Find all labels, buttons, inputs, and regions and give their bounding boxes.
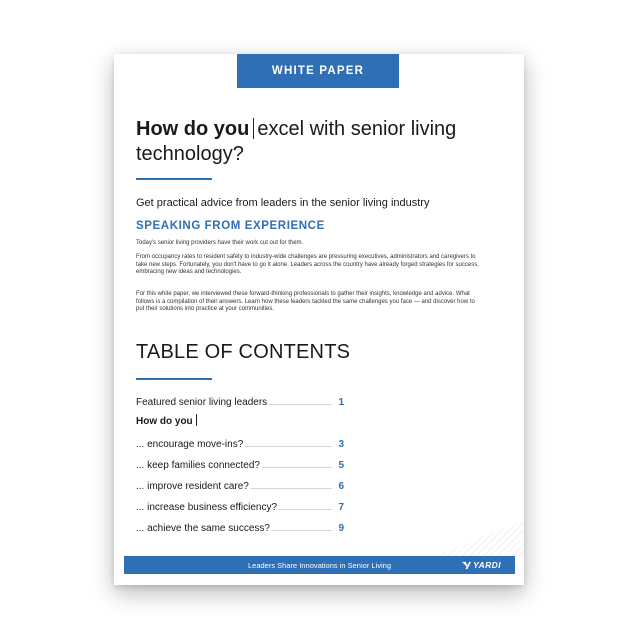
toc-cursor-divider (196, 414, 197, 426)
page-title (136, 117, 506, 167)
toc-entry[interactable] (136, 392, 344, 408)
title-cursor-divider (253, 118, 254, 139)
toc-entry[interactable] (136, 497, 344, 513)
yardi-logo (462, 556, 501, 574)
footer-tagline: Leaders Share Innovations in Senior Living (247, 560, 391, 570)
toc-page-number: 3 (338, 439, 344, 450)
toc-leader-line (272, 529, 332, 531)
toc-entry-label: ... increase business efficiency? (136, 502, 278, 513)
toc-entry-label: ... achieve the same success? (136, 523, 270, 534)
toc-entry[interactable] (136, 476, 344, 492)
toc-entry[interactable] (136, 518, 344, 534)
toc-page-number: 6 (338, 481, 344, 492)
title-bold: How do you (136, 118, 250, 140)
toc-underline (136, 378, 212, 380)
subtitle: Get practical advice from leaders in the senior living industry (136, 197, 430, 209)
toc-entry-label: ... improve resident care? (136, 481, 249, 492)
toc-entry[interactable] (136, 434, 344, 450)
toc-leader-line (262, 466, 332, 468)
section-heading: SPEAKING FROM EXPERIENCE (136, 220, 325, 232)
yardi-logo-icon (462, 561, 471, 570)
toc-page-number: 1 (338, 397, 344, 408)
toc-page-number: 9 (338, 523, 344, 534)
toc-page-number: 5 (338, 460, 344, 471)
intro-paragraph-2: From occupancy rates to resident safety to industry-wide challenges are pressuring executives, administrators and caregivers to take new steps. Fortunately, you don't have to go it alone. Leaders across the country have already forged strategies for success, embracing new ideas and technologies. (136, 254, 479, 276)
intro-paragraph-3: For this white paper, we interviewed these forward-thinking professionals to gather their insights, knowledge and advice. What follows is a compilation of their answers. Learn how these leaders tackled the same challenges you face — and discover how to put their solutions into practice at your communities. (136, 291, 475, 313)
title-rest: excel with senior living technology? (136, 118, 457, 165)
toc-title: TABLE OF CONTENTS (136, 341, 351, 363)
toc-page-number: 7 (338, 502, 344, 513)
toc-entry-label: ... keep families connected? (136, 460, 260, 471)
intro-paragraph-1: Today's senior living providers have their work cut out for them. (136, 240, 304, 246)
toc-leader-line (251, 487, 333, 489)
toc-entry-label: Featured senior living leaders (136, 397, 268, 408)
decorative-hatch-pattern (434, 520, 524, 556)
toc-subheading-text: How do you (136, 416, 193, 427)
toc-subheading (136, 414, 200, 427)
toc-leader-line (269, 403, 332, 405)
toc-leader-line (245, 445, 332, 447)
title-underline (136, 178, 212, 180)
toc-leader-line (279, 508, 332, 510)
toc-entry[interactable] (136, 455, 344, 471)
toc-entry-label: ... encourage move-ins? (136, 439, 244, 450)
white-paper-banner: WHITE PAPER (237, 54, 399, 88)
yardi-logo-text: YARDI (473, 560, 501, 570)
footer-bar (124, 556, 515, 574)
white-paper-page (114, 54, 524, 585)
